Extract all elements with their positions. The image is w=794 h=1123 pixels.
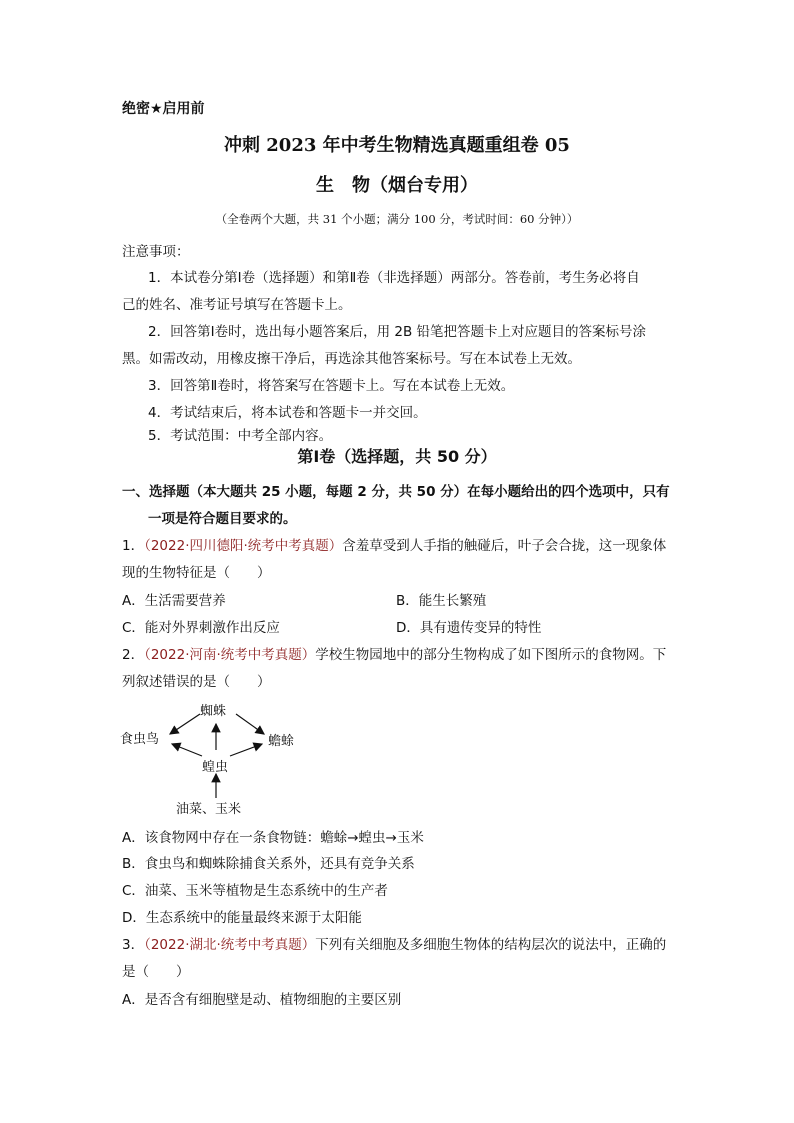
section-instruction-line-2: 一项是符合题目要求的。	[148, 511, 297, 527]
exam-title: 冲刺 2023 年中考生物精选真题重组卷 05	[224, 135, 570, 156]
food-web-diagram	[118, 698, 318, 818]
question-2-stem-line-2: 列叙述错误的是（ ）	[122, 674, 271, 690]
question-number: 3．	[122, 937, 145, 953]
section-instruction-line-1: 一、选择题（本大题共 25 小题，每题 2 分，共 50 分）在每小题给出的四个选项中，只有	[122, 484, 670, 500]
notice-item-4: 4．考试结束后，将本试卷和答题卡一并交回。	[148, 405, 427, 421]
food-web-plants: 油菜、玉米	[176, 802, 242, 817]
food-web-spider: 蜘蛛	[200, 704, 227, 719]
question-3-option-a: A．是否含有细胞壁是动、植物细胞的主要区别	[122, 992, 402, 1008]
question-text: 学校生物园地中的部分生物构成了如下图所示的食物网。下	[315, 647, 667, 663]
question-1-option-a: A．生活需要营养	[122, 593, 226, 609]
question-1-option-b: B．能生长繁殖	[396, 593, 487, 609]
question-1-option-d: D．具有遗传变异的特性	[396, 620, 542, 636]
notice-item-2-line-1: 2．回答第Ⅰ卷时，选出每小题答案后，用 2B 铅笔把答题卡上对应题目的答案标号涂	[148, 324, 647, 340]
question-2-option-d: D．生态系统中的能量最终来源于太阳能	[122, 910, 362, 926]
confidential-label: 绝密★启用前	[122, 101, 205, 117]
question-number: 1．	[122, 538, 145, 554]
question-1-option-c: C．能对外界刺激作出反应	[122, 620, 280, 636]
food-web-bird: 食虫鸟	[120, 732, 160, 747]
question-source: （2022·四川德阳·统考中考真题）	[144, 538, 343, 554]
question-1-stem-line-2: 现的生物特征是（ ）	[122, 565, 271, 581]
arrow-spider-to-toad	[236, 714, 264, 734]
question-text: 下列有关细胞及多细胞生物体的结构层次的说法中，正确的	[315, 937, 667, 953]
question-2-stem	[122, 643, 666, 663]
exam-subtitle: 生 物（烟台专用）	[316, 175, 478, 196]
question-3-stem-line-2: 是（ ）	[122, 964, 190, 980]
question-2-option-a: A．该食物网中存在一条食物链：蟾蜍→蝗虫→玉米	[122, 830, 424, 846]
notice-item-1-line-2: 己的姓名、准考证号填写在答题卡上。	[122, 297, 352, 313]
section-title: 第Ⅰ卷（选择题，共 50 分）	[297, 447, 497, 466]
question-2-option-b: B．食虫鸟和蜘蛛除捕食关系外，还具有竞争关系	[122, 856, 415, 872]
notice-item-1-line-1: 1．本试卷分第Ⅰ卷（选择题）和第Ⅱ卷（非选择题）两部分。答卷前，考生务必将自	[148, 270, 640, 286]
question-3-stem	[122, 933, 666, 953]
arrow-spider-to-bird	[170, 714, 200, 734]
arrow-locust-to-bird	[172, 744, 202, 756]
question-source: （2022·河南·统考中考真题）	[144, 647, 316, 663]
question-text: 含羞草受到人手指的触碰后，叶子会合拢，这一现象体	[342, 538, 667, 554]
question-source: （2022·湖北·统考中考真题）	[144, 937, 316, 953]
question-1-stem	[122, 534, 666, 554]
notice-item-3: 3．回答第Ⅱ卷时，将答案写在答题卡上。写在本试卷上无效。	[148, 378, 515, 394]
notice-item-5: 5．考试范围：中考全部内容。	[148, 428, 333, 444]
exam-info: （全卷两个大题，共 31 个小题；满分 100 分，考试时间：60 分钟））	[215, 212, 579, 226]
arrow-locust-to-toad	[230, 744, 262, 756]
food-web-toad: 蟾蜍	[268, 734, 295, 749]
question-2-option-c: C．油菜、玉米等植物是生态系统中的生产者	[122, 883, 388, 899]
food-web-locust: 蝗虫	[202, 760, 229, 775]
notice-item-2-line-2: 黑。如需改动，用橡皮擦干净后，再选涂其他答案标号。写在本试卷上无效。	[122, 351, 581, 367]
notice-heading: 注意事项：	[122, 244, 190, 260]
question-number: 2．	[122, 647, 145, 663]
